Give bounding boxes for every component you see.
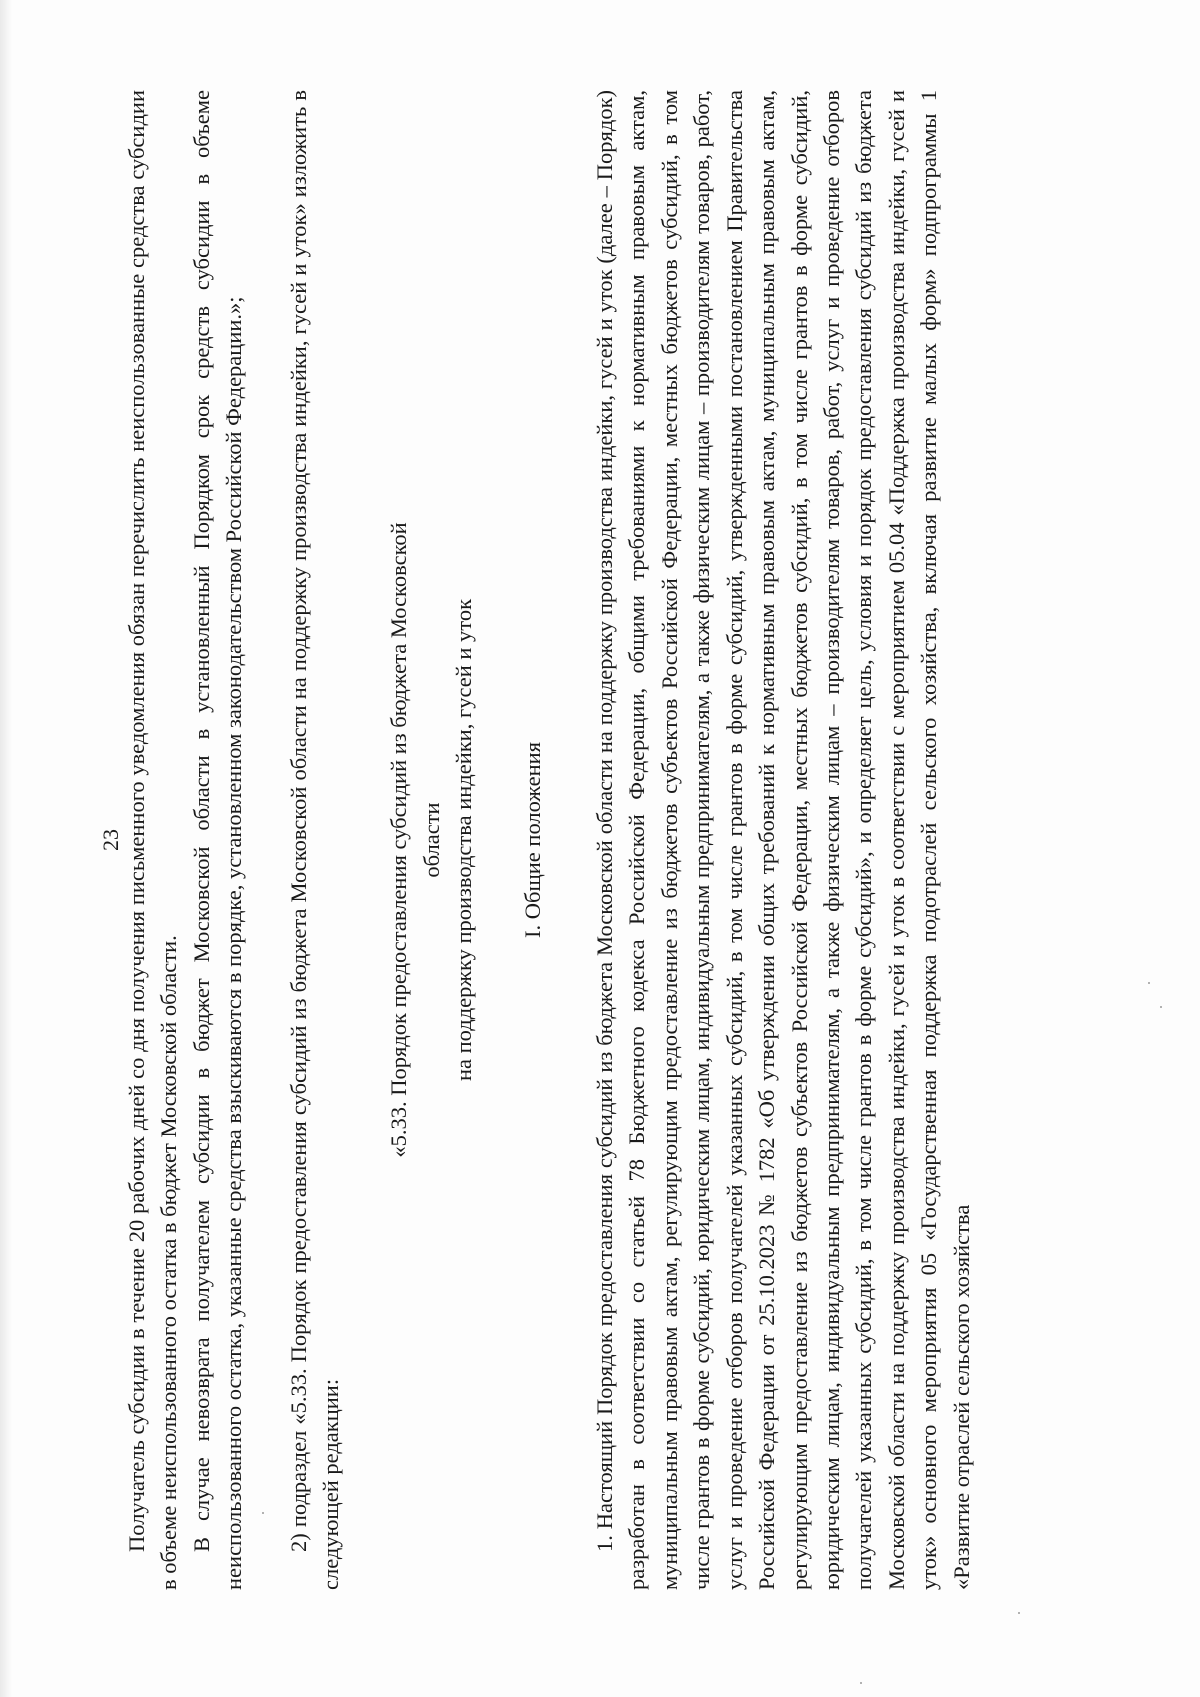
- rotated-text-block: [98, 90, 1081, 1590]
- spacer: [549, 90, 589, 1590]
- scan-speck: [1160, 1006, 1162, 1008]
- scan-edge-shadow: [0, 0, 12, 1697]
- paragraph-non-return: В случае невозврата получателем субсидии в бюджет Московской области в установленный Порядком срок средств субсидии в объеме неиспользованного остатка, указанные средства взыскиваются в порядке, установленном законодательством Российской Федерации.»;: [188, 90, 247, 1590]
- spacer: [481, 90, 517, 1590]
- general-provisions-heading: I. Общие положения: [519, 742, 545, 938]
- spacer: [347, 90, 383, 1590]
- paragraph-refund-obligation: Получатель субсидии в течение 20 рабочих дней со дня получения письменного уведомления обязан перечислить неиспользованные средства субсидии в объеме неиспользованного остатка в бюджет Московской области.: [124, 90, 182, 1590]
- spacer: [251, 90, 283, 1590]
- scan-speck: [1018, 1612, 1020, 1614]
- section-title: [383, 490, 480, 1190]
- paragraph-general-provisions-1: 1. Настоящий Порядок предоставления субсидий из бюджета Московской области на поддержку производства индейки, гусей и уток (далее – Порядок) разработан в соответствии со статьей 78 Бюджетного кодекса Российской Федерации, общими требованиями к нормативным правовым актам, муниципальным правовым актам, регулирующим предоставление из бюджетов субъектов Российской Федерации, местных бюджетов субсидий, в том числе грантов в форме субсидий, юридическим лицам, индивидуальным предпринимателям, а также физическим лицам – производителям товаров, работ, услуг и проведение отборов получателей указанных субсидий, в том числе грантов в форме субсидий, утвержденными постановлением Правительства Российской Федерации от 25.10.2023 № 1782 «Об утверждении общих требований к нормативным правовым актам, муниципальным правовым актам, регулирующим предоставление из бюджетов субъектов Российской Федерации, местных бюджетов субсидий, в том числе грантов в форме субсидий, юридическим лицам, индивидуальным предпринимателям, а также физическим лицам – производителям товаров, работ, услуг и проведение отборов получателей указанных субсидий, в том числе грантов в форме субсидий», и определяет цель, условия и порядок предоставления субсидий из бюджета Московской области на поддержку производства индейки, гусей и уток в соответствии с мероприятием 05.04 «Поддержка производства индейки, гусей и уток» основного мероприятия 05 «Государственная поддержка подотраслей сельского хозяйства, включая развитие малых форм» подпрограммы 1 «Развитие отраслей сельского хозяйства: [592, 90, 974, 1590]
- section-title-line-2: на поддержку производства индейки, гусей и уток: [451, 599, 477, 1082]
- paragraph-subsection-amendment: 2) подраздел «5.33. Порядок предоставления субсидий из бюджета Московской области на поддержку производства индейки, гусей и уток» изложить в следующей редакции:: [285, 90, 344, 1590]
- page-number: 23: [98, 829, 123, 851]
- section-title-line-1: «5.33. Порядок предоставления субсидий из бюджета Московской области: [386, 522, 444, 1158]
- scan-speck: [860, 1682, 862, 1684]
- scan-speck: [1148, 982, 1150, 984]
- scan-speck: [262, 1512, 264, 1514]
